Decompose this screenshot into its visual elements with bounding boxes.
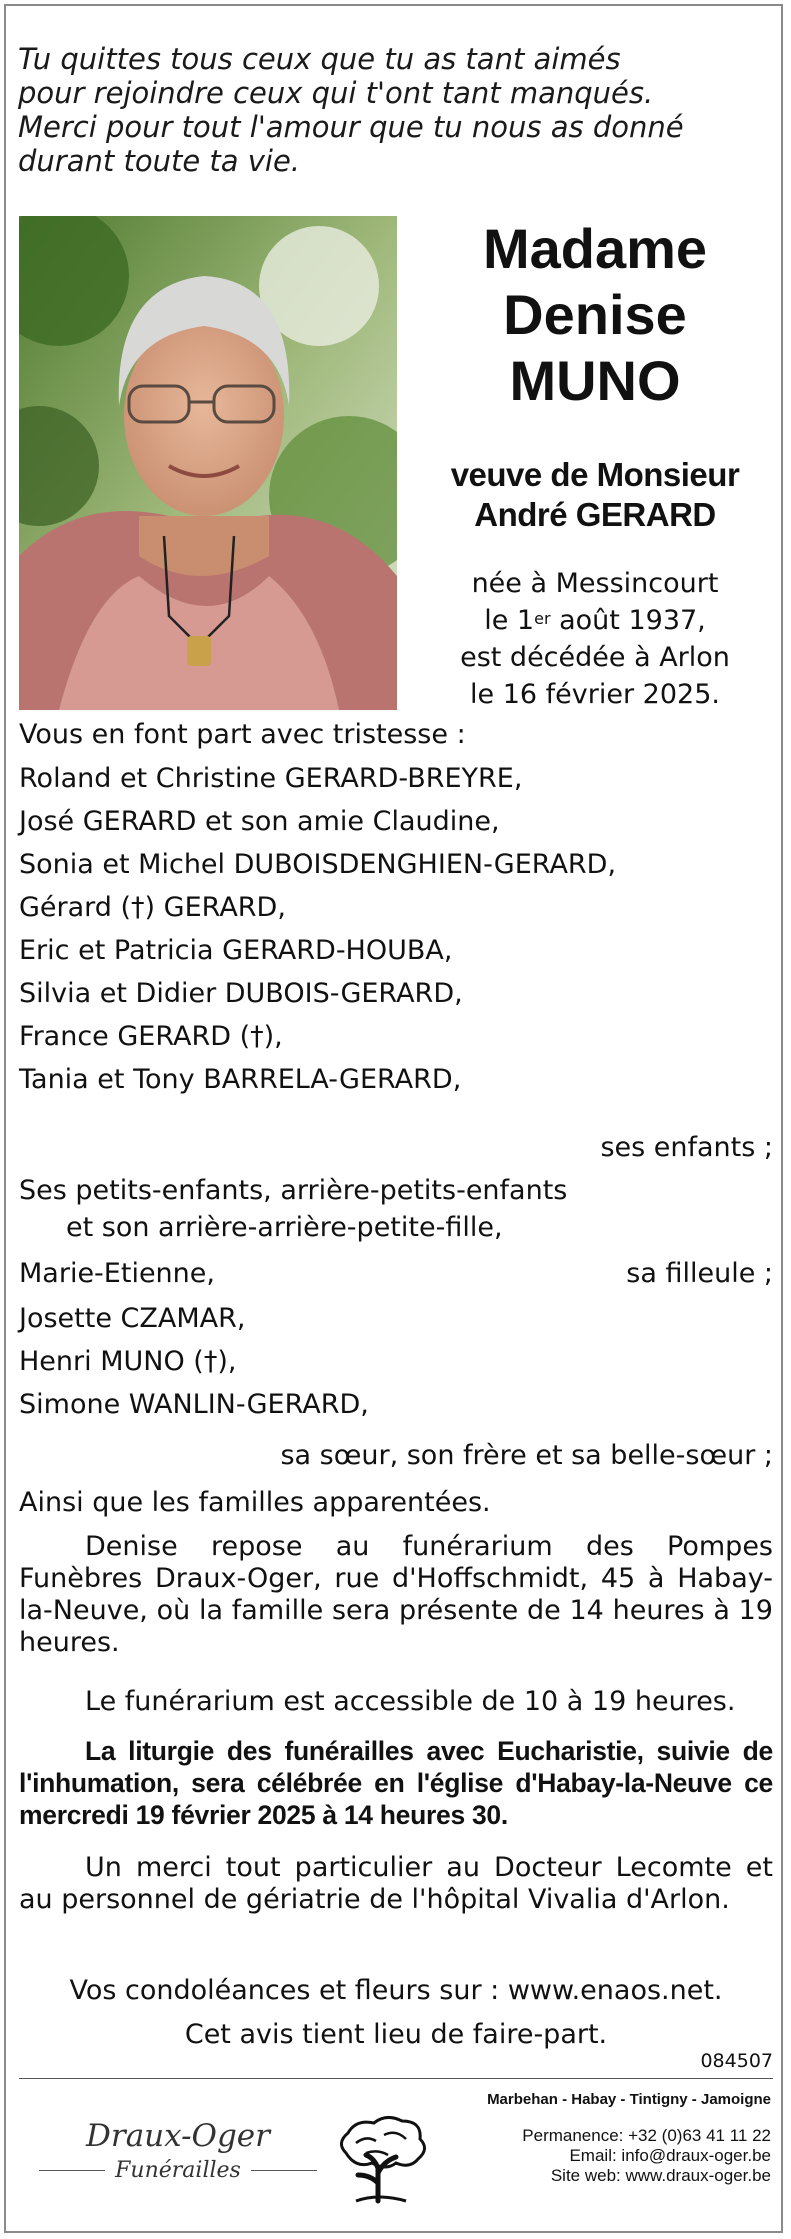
family-member: Roland et Christine GERARD-BREYRE, bbox=[19, 763, 523, 794]
grandchildren-line: Ses petits-enfants, arrière-petits-enfants bbox=[19, 1175, 568, 1206]
funerarium-paragraph: Denise repose au funérarium des Pompes Funèbres Draux-Oger, rue d'Hoffschmidt, 45 à Habay-la-Neuve, où la famille sera présente de 14 heures à 19 heures. bbox=[19, 1531, 773, 1658]
brand-subtitle-row bbox=[38, 2158, 318, 2183]
divider bbox=[251, 2170, 317, 2171]
funeral-home-logo bbox=[38, 2118, 318, 2183]
family-member: France GERARD (†), bbox=[19, 1021, 283, 1052]
family-member: José GERARD et son amie Claudine, bbox=[19, 806, 500, 837]
children-label: ses enfants ; bbox=[600, 1132, 773, 1163]
family-member: Tania et Tony BARRELA-GERARD, bbox=[19, 1064, 462, 1095]
website-line[interactable]: Site web: www.draux-oger.be bbox=[550, 2166, 771, 2185]
last-name: MUNO bbox=[509, 349, 681, 412]
announce-line: Vous en font part avec tristesse : bbox=[19, 719, 466, 750]
birth-date-rest: août 1937, bbox=[550, 605, 706, 636]
widow-line: André GERARD bbox=[474, 496, 716, 533]
first-name: Denise bbox=[503, 283, 687, 346]
family-member: Silvia et Didier DUBOIS-GERARD, bbox=[19, 978, 463, 1009]
locations: Marbehan - Habay - Tintigny - Jamoigne bbox=[487, 2091, 771, 2108]
death-place: est décédée à Arlon bbox=[460, 642, 730, 673]
family-member: Sonia et Michel DUBOISDENGHIEN-GERARD, bbox=[19, 849, 617, 880]
brand-name: Draux-Oger bbox=[86, 2118, 270, 2154]
goddaughter-label: sa filleule ; bbox=[626, 1258, 773, 1289]
birth-place: née à Messincourt bbox=[471, 568, 719, 599]
sibling: Henri MUNO (†), bbox=[19, 1346, 237, 1377]
brand-subtitle: Funérailles bbox=[115, 2158, 241, 2183]
sibling: Josette CZAMAR, bbox=[19, 1303, 246, 1334]
poem-line: pour rejoindre ceux qui t'ont tant manqués. bbox=[18, 76, 654, 110]
condolences-line: Vos condoléances et fleurs sur : www.enaos.net. bbox=[69, 1975, 723, 2006]
faire-part-line: Cet avis tient lieu de faire-part. bbox=[184, 2019, 608, 2050]
birth-death-info bbox=[420, 565, 770, 713]
grandchildren-line: et son arrière-arrière-petite-fille, bbox=[66, 1212, 503, 1243]
portrait-photo bbox=[19, 216, 397, 710]
poem bbox=[18, 42, 758, 178]
poem-line: durant toute ta vie. bbox=[18, 144, 301, 178]
email-line[interactable]: Email: info@draux-oger.be bbox=[569, 2146, 771, 2165]
siblings-label: sa sœur, son frère et sa belle-sœur ; bbox=[280, 1440, 773, 1471]
reference-number: 084507 bbox=[700, 2050, 773, 2072]
family-member: Eric et Patricia GERARD-HOUBA, bbox=[19, 935, 453, 966]
goddaughter-name: Marie-Etienne, bbox=[19, 1258, 215, 1289]
birth-date-ordinal: er bbox=[534, 609, 551, 628]
thanks-paragraph: Un merci tout particulier au Docteur Lecomte et au personnel de gériatrie de l'hôpital Vivalia d'Arlon. bbox=[19, 1852, 773, 1915]
poem-line: Tu quittes tous ceux que tu as tant aimés bbox=[18, 42, 621, 76]
phone-line: Permanence: +32 (0)63 41 11 22 bbox=[522, 2126, 771, 2145]
liturgy-paragraph: La liturgie des funérailles avec Eucharistie, suivie de l'inhumation, sera célébrée en l'église d'Habay-la-Neuve ce mercredi 19 février 2025 à 14 heures 30. bbox=[19, 1736, 773, 1830]
families-line: Ainsi que les familles apparentées. bbox=[19, 1487, 491, 1518]
poem-line: Merci pour tout l'amour que tu nous as donné bbox=[18, 110, 684, 144]
death-date: le 16 février 2025. bbox=[470, 679, 720, 710]
footer-divider bbox=[19, 2078, 773, 2079]
tree-icon bbox=[326, 2113, 436, 2205]
deceased-name bbox=[420, 216, 770, 414]
widow-of bbox=[420, 455, 770, 535]
widow-line: veuve de Monsieur bbox=[450, 456, 740, 493]
birth-date bbox=[420, 602, 770, 639]
contact-block bbox=[487, 2090, 771, 2186]
sibling: Simone WANLIN-GERARD, bbox=[19, 1389, 369, 1420]
birth-date-day: le 1 bbox=[484, 605, 535, 636]
divider bbox=[39, 2170, 105, 2171]
access-paragraph: Le funérarium est accessible de 10 à 19 heures. bbox=[85, 1686, 736, 1717]
family-member: Gérard (†) GERARD, bbox=[19, 892, 286, 923]
honorific: Madame bbox=[482, 217, 708, 280]
